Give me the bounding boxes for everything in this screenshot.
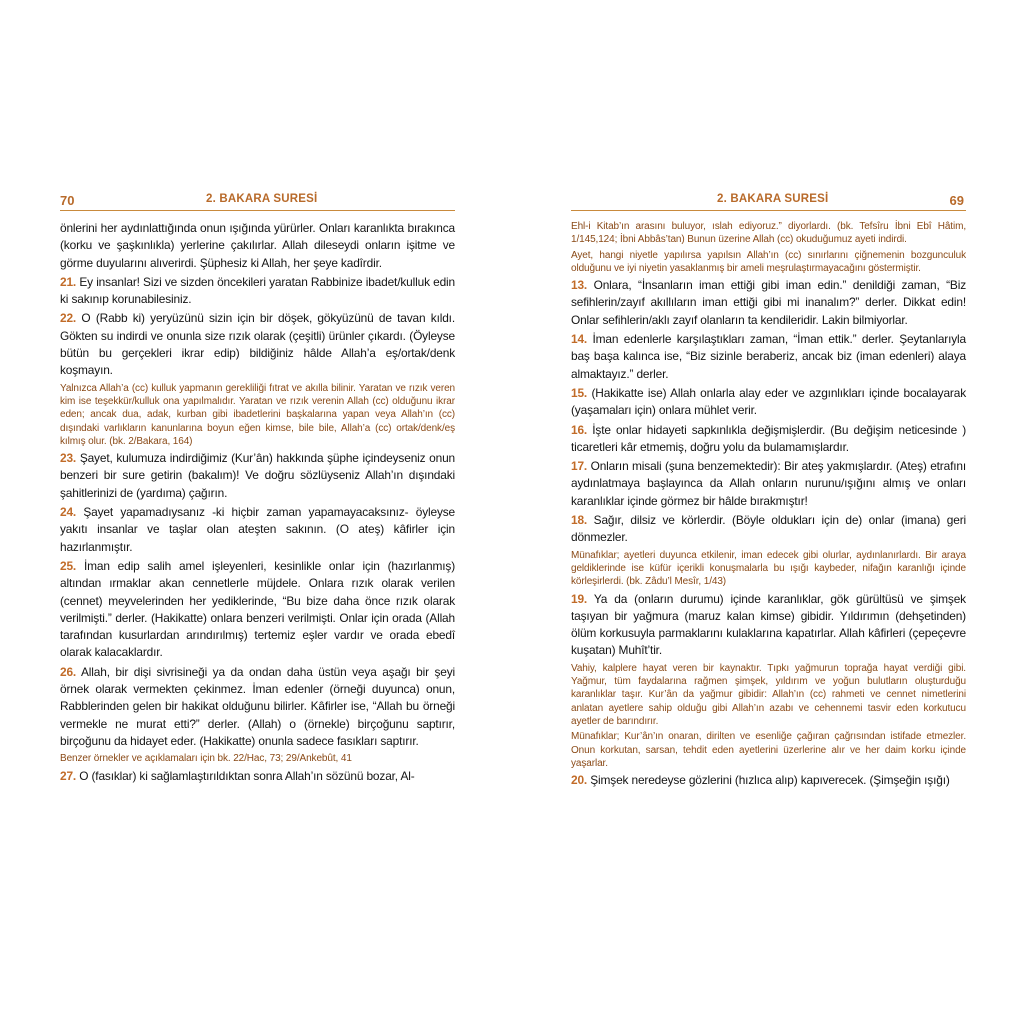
- right-page-header: [571, 192, 966, 211]
- commentary-note: [60, 382, 455, 448]
- verse-number: 17.: [571, 459, 588, 474]
- verse-text: Sağır, dilsiz ve körlerdir. (Böyle oldukları için de) onlar (imana) geri dönmezler.: [571, 513, 966, 545]
- verse-number: 19.: [571, 591, 588, 606]
- verse-paragraph: [571, 512, 966, 547]
- commentary-note: [571, 549, 966, 589]
- verse-text: Onlara, “İnsanların iman ettiği gibi iman edin.” denildiği zaman, “Biz sefihlerin/zayıf akıllıların iman ettiği gibi mi inanalım?” derler. Dikkat edin! Onlar sefihlerin/aklı zayıf olanların ta kendileridir. Lakin bilmiyorlar.: [571, 278, 966, 327]
- left-page: [60, 192, 455, 787]
- verse-paragraph: [60, 220, 455, 272]
- verse-text: O (Rabb ki) yeryüzünü sizin için bir döşek, gökyüzünü de tavan kıldı. Gökten su indirdi ve onunla size rızık olarak (çeşitli) ürünler çıkardı. (Öyleyse bütün bu gerçekleri ikrar edip) bildiğiniz hâlde Allah’a eş/ortak/denk koşmayın.: [60, 311, 455, 378]
- verse-number: 27.: [60, 768, 77, 783]
- left-page-body: [60, 220, 455, 785]
- verse-number: 15.: [571, 385, 588, 400]
- verse-text: Allah, bir dişi sivrisineği ya da ondan daha üstün veya aşağı bir şeyi örnek olarak vermekten çekinmez. İman edenler (örneği duyunca) onun, Rabblerinden gelen bir hakikat olduğunu bilirler. Kâfirler ise, “Allah bu örneği vermekle ne murat etti?” derler. (Allah) o (örnekle) birçoğunu saptırır, birçoğunu da hidayet eder. (Hakikatte) onunla sadece fasıkları saptırır.: [60, 664, 455, 748]
- verse-text: önlerini her aydınlattığında onun ışığında yürürler. Onları karanlıkta bırakınca (korku ve şaşkınlıkla) yerlerine çakılırlar. Allah dileseydi onların işitme ve görme duyularını alıverirdi. Şüphesiz ki Allah, her şeye kadîrdir.: [60, 221, 455, 270]
- verse-paragraph: [571, 591, 966, 660]
- verse-number: 23.: [60, 451, 77, 466]
- verse-number: 16.: [571, 422, 588, 437]
- verse-text: Ey insanlar! Sizi ve sizden öncekileri yaratan Rabbinize ibadet/kulluk edin ki sakınıp korunabilesiniz.: [60, 274, 456, 307]
- verse-paragraph: [60, 768, 455, 785]
- right-page-body: [571, 220, 966, 789]
- verse-text: İşte onlar hidayeti sapkınlıkla değişmişlerdir. (Bu değişim neticesinde ) ticaretleri kâr etmemiş, doğru yolu da bulamamışlardır.: [571, 422, 967, 454]
- verse-number: 21.: [60, 274, 77, 289]
- verse-text: Onların misali (şuna benzemektedir): Bir ateş yakmışlardır. (Ateş) etrafını aydınlatmaya başlayınca da Allah onların nurunu/ışığını almış ve onları karanlıklar içinde görmez bir hâlde bırakmıştır!: [571, 459, 967, 508]
- note-text: Vahiy, kalplere hayat veren bir kaynaktır. Tıpkı yağmurun toprağa hayat verdiği gibi. Yağmur, tüm faydalarına rağmen şimşek, yıldırım ve yoğun bulutların oluşturduğu karanlıklar taşır. Kur’ân da yağmur gibidir: Allah’ın (cc) rahmeti ve cennet nimetlerini anlatan ayetlere sahip olduğu gibi Allah’ın azabı ve cehennemi tasvir eden korkutucu ayetler de barındırır.: [571, 662, 966, 727]
- verse-text: Şimşek neredeyse gözlerini (hızlıca alıp) kapıverecek. (Şimşeğin ışığı): [590, 773, 950, 788]
- verse-text: Ya da (onların durumu) içinde karanlıklar, gök gürültüsü ve şimşek taşıyan bir yağmura (maruz kalan kimse) gibidir. Yıldırımın (dehşetinden) ölüm korkusuyla parmaklarını kulaklarına kapatırlar. Allah kâfirleri (çepeçevre kuşatan) Muhît’tir.: [571, 591, 966, 658]
- verse-text: İman edenlerle karşılaştıkları zaman, “İman ettik.” derler. Şeytanlarıyla baş başa kalınca ise, “Biz sizinle beraberiz, ancak biz (iman edenleri) alaya almaktayız.” derler.: [571, 332, 967, 381]
- left-page-header: [60, 192, 455, 211]
- verse-paragraph: [60, 310, 455, 379]
- verse-text: Şayet, kulumuza indirdiğimiz (Kur’ân) hakkında şüphe içindeyseniz onun benzeri bir sure getirin (bakalım)! Ve doğru sözlüyseniz Allah’ın dışındaki şahitlerinizi de (yardıma) çağırın.: [60, 451, 456, 500]
- verse-number: 26.: [60, 664, 77, 679]
- verse-text: (Hakikatte ise) Allah onlarla alay eder ve azgınlıkları içinde bocalayarak (yaşamaları için) onlara mühlet verir.: [571, 385, 966, 418]
- verse-paragraph: [571, 422, 966, 457]
- verse-paragraph: [60, 504, 455, 556]
- verse-text: İman edip salih amel işleyenleri, kesinlikle onlar için (hazırlanmış) altından ırmaklar akan cennetlerle müjdele. Onlara rızık olarak verilen (cennet) meyvelerinden her yediklerinde, “Bu bize daha önce rızık olarak verilmişti.” derler. (Hakikatte) onlara benzeri verilmişti. Onlar için orada (Allah tarafından kusurlardan arındırılmış) tertemiz eşler vardır ve orada ebedî olarak kalacaklardır.: [60, 558, 455, 660]
- verse-text: Şayet yapamadıysanız -ki hiçbir zaman yapamayacaksınız- öyleyse yakıtı insanlar ve taşlar olan ateşten sakının. (O ateş) kâfirler için hazırlanmıştır.: [60, 505, 455, 554]
- verse-paragraph: [60, 274, 455, 309]
- left-page-number: 70: [60, 193, 75, 208]
- note-text: Ehl-i Kitab’ın arasını buluyor, ıslah ediyoruz.” diyorlardı. (bk. Tefsîru İbni Ebî Hâtim, 1/145,124; İbni Abbâs’tan) Bunun üzerine Allah (cc) okuduğumuz ayeti indirdi.: [571, 221, 966, 246]
- commentary-note: [571, 662, 966, 728]
- verse-paragraph: [571, 458, 966, 510]
- note-text: Yalnızca Allah’a (cc) kulluk yapmanın gerekliliği fıtrat ve akılla bilinir. Yaratan ve rızık veren kim ise teşekkür/kulluk ona yapılmalıdır. Yaratan ve rızık verenin Allah (cc) olduğunu ikrar eden; ancak dua, adak, kurban gibi ibadetlerini başkalarına yapan veya Allah’ın (cc) dışındaki varlıkların kanunlarına boyun eğen kimse, bile bile, Allah’a (cc) ortak/denk/eş kılmış olur. (bk. 2/Bakara, 164): [60, 382, 455, 447]
- note-text: Münafıklar; Kur’ân’ın onaran, dirilten ve esenliğe çağıran çağrısından istifade etmezler. Onun korkutan, sarsan, tehdit eden ayetlerini üzerlerine alır ve her daim korku içinde yaşarlar.: [571, 731, 966, 769]
- verse-number: 20.: [571, 773, 588, 788]
- verse-paragraph: [60, 664, 455, 750]
- note-text: Münafıklar; ayetleri duyunca etkilenir, iman edecek gibi olurlar, aydınlanırlardı. Bir araya geldiklerinde ise küfür içerikli konuşmalarla bu ışığı kaybeder, nifağın karanlığı içinde körleşirlerdi. (bk. Zâdu’l Mesîr, 1/43): [571, 549, 966, 588]
- verse-paragraph: [571, 385, 966, 420]
- commentary-note: [571, 249, 966, 276]
- verse-paragraph: [60, 558, 455, 662]
- verse-paragraph: [571, 772, 966, 789]
- verse-paragraph: [571, 331, 966, 383]
- verse-number: 25.: [60, 558, 77, 573]
- verse-number: 24.: [60, 505, 77, 520]
- verse-paragraph: [571, 277, 966, 329]
- commentary-note: [60, 752, 455, 765]
- verse-number: 13.: [571, 278, 588, 293]
- verse-text: O (fasıklar) ki sağlamlaştırıldıktan sonra Allah’ın sözünü bozar, Al-: [79, 768, 415, 783]
- right-running-head: 2. BAKARA SURESİ: [717, 193, 829, 205]
- commentary-note: [571, 730, 966, 770]
- right-page-number: 69: [949, 193, 964, 208]
- verse-number: 22.: [60, 311, 77, 326]
- verse-paragraph: [60, 450, 455, 502]
- right-page: [571, 192, 966, 791]
- commentary-note: [571, 220, 966, 247]
- left-running-head: 2. BAKARA SURESİ: [206, 193, 318, 205]
- note-text: Benzer örnekler ve açıklamaları için bk. 22/Hac, 73; 29/Ankebût, 41: [60, 753, 352, 765]
- verse-number: 18.: [571, 513, 588, 528]
- note-text: Ayet, hangi niyetle yapılırsa yapılsın Allah’ın (cc) sınırlarını çiğnemenin bozgunculuk olduğunu ve iyi niyetin yasaklanmış bir ameli meşrulaştırmayacağını göstermiştir.: [571, 249, 966, 274]
- verse-number: 14.: [571, 332, 588, 347]
